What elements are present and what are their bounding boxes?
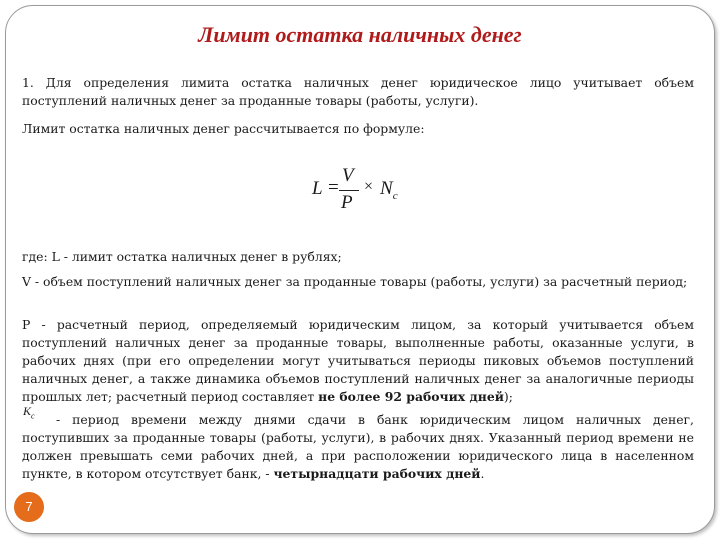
- definition-l: где: L - лимит остатка наличных денег в рублях;: [22, 249, 342, 264]
- formula-factor: $N_c$: [380, 178, 398, 202]
- fraction-bar: [339, 190, 359, 191]
- limit-formula: [308, 165, 418, 218]
- definition-nc: - период времени между днями сдачи в банк юридическим лицом наличных денег, поступивших за проданные товары (работы, услуги), в рабочих днях. Указанный период времени не должен превышать семи рабочих дней, а при расположении юридического лица в населенном пункте, в котором отсутствует банк, - четырнадцати рабочих дней.: [22, 412, 694, 481]
- kc-symbol: $K_c$: [23, 404, 35, 421]
- page-number-badge: 7: [14, 492, 44, 522]
- definition-p: Р - расчетный период, определяемый юридическим лицом, за который учитывается объем поступлений наличных денег за проданные товары, выполненные работы, оказанные услуги, в рабочих днях (при его определении могут учитываться периоды пиковых объемов поступлений наличных денег, а также динамика объемов поступлений наличных денег за аналогичные периоды прошлых лет; расчетный период составляет не более 92 рабочих дней);: [22, 317, 694, 404]
- slide-title: Лимит остатка наличных денег: [198, 22, 522, 47]
- definition-v: V - объем поступлений наличных денег за проданные товары (работы, услуги) за расчетный период;: [22, 274, 688, 289]
- paragraph-2: Лимит остатка наличных денег рассчитывается по формуле:: [22, 121, 425, 136]
- paragraph-1: 1. Для определения лимита остатка наличных денег юридическое лицо учитывает объем поступлений наличных денег за проданные товары (работы, услуги).: [22, 75, 694, 108]
- formula-numerator: V: [342, 165, 354, 186]
- formula-denominator: P: [341, 192, 353, 213]
- formula-times: ×: [364, 178, 374, 195]
- formula-lhs: L: [312, 178, 323, 199]
- formula-equals: =: [328, 177, 339, 198]
